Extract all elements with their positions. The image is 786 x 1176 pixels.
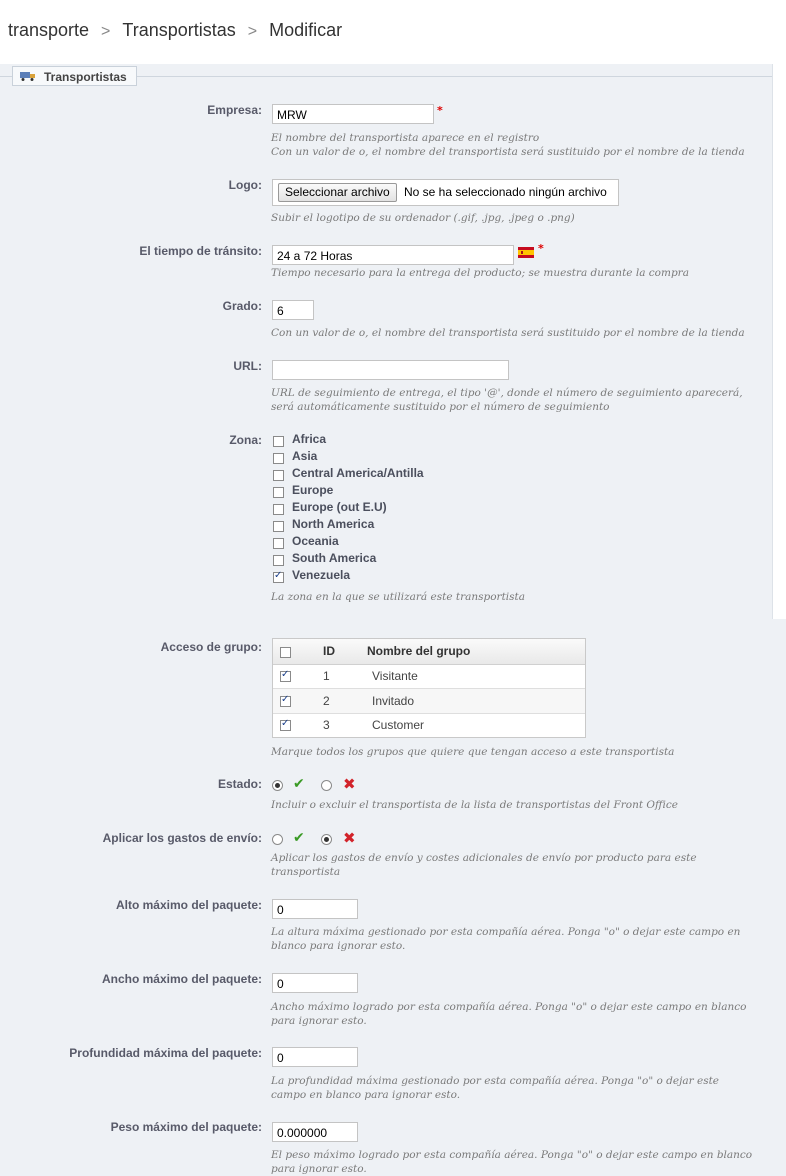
profundidad-input[interactable]: 0 [272,1047,358,1067]
zone-checkbox-europe[interactable] [273,487,284,498]
table-row [273,713,585,737]
group-id: 3 [323,718,330,732]
gastos-no-radio[interactable] [321,834,332,845]
estado-label: Estado: [217,777,262,791]
cross-icon: ✖ [343,775,356,793]
url-label: URL: [233,359,262,373]
transit-label: El tiempo de tránsito: [139,244,262,258]
table-row [273,689,585,714]
zone-checkbox-africa[interactable] [273,436,284,447]
grado-label: Grado: [222,299,262,313]
zone-label-africa: Africa [292,432,327,446]
gastos-label: Aplicar los gastos de envío: [102,831,262,845]
transit-hint: Tiempo necesario para la entrega del producto; se muestra durante la compra [271,267,689,279]
check-icon: ✔ [293,776,305,792]
peso-input[interactable]: 0.000000 [272,1122,358,1142]
breadcrumb-item-modificar: Modificar [269,20,343,40]
zone-checkbox-oceania[interactable] [273,538,284,549]
peso-hint-2: para ignorar esto. [271,1163,367,1175]
grupo-label: Acceso de grupo: [160,640,262,654]
legend-title: Transportistas [44,70,127,84]
zona-label: Zona: [229,433,262,447]
empresa-hint-2: Con un valor de o, el nombre del transportista será sustituido por el nombre de la tienda [271,146,745,158]
transit-input[interactable]: 24 a 72 Horas [272,245,514,265]
table-header [273,639,585,665]
alto-label: Alto máximo del paquete: [115,898,262,912]
breadcrumb-separator-icon: > [101,23,111,40]
profundidad-label: Profundidad máxima del paquete: [69,1046,262,1060]
select-file-button[interactable]: Seleccionar archivo [278,183,397,202]
zona-hint: La zona en la que se utilizará este transportista [271,591,526,603]
table-row [273,664,585,689]
ancho-hint-1: Ancho máximo logrado por esta compañía aérea. Ponga "o" o dejar este campo en blanco [271,1001,747,1013]
group-checkbox-visitante[interactable] [280,671,291,682]
group-name: Visitante [372,669,418,683]
breadcrumb-item-transporte[interactable]: transporte [8,20,90,40]
fieldset-legend [12,66,137,86]
zone-checkbox-central-america[interactable] [273,470,284,481]
group-access-table [272,638,586,738]
group-name: Invitado [372,694,415,708]
zone-checkbox-north-america[interactable] [273,521,284,532]
zone-label-europe-out-eu: Europe (out E.U) [292,500,387,514]
empresa-label: Empresa: [207,103,262,117]
alto-hint-2: blanco para ignorar esto. [271,940,406,952]
breadcrumb-separator-icon: > [247,23,258,40]
select-all-checkbox[interactable] [280,647,291,658]
group-id: 2 [323,694,330,708]
estado-no-radio[interactable] [321,780,332,791]
empresa-hint-1: El nombre del transportista aparece en el registro [271,132,540,144]
gastos-yes-radio[interactable] [272,834,283,845]
zone-label-asia: Asia [292,449,318,463]
profundidad-hint-1: La profundidad máxima gestionado por esta compañía aérea. Ponga "o" o dejar este [271,1075,720,1087]
peso-label: Peso máximo del paquete: [110,1120,262,1134]
zone-checkbox-venezuela[interactable] [273,572,284,583]
page-header [0,0,772,65]
check-icon: ✔ [293,830,305,846]
alto-hint-1: La altura máxima gestionado por esta compañía aérea. Ponga "o" o dejar este campo en [271,926,741,938]
zone-label-oceania: Oceania [292,534,339,548]
grado-hint: Con un valor de o, el nombre del transportista será sustituido por el nombre de la tienda [271,327,745,339]
breadcrumb [8,20,342,41]
cross-icon: ✖ [343,829,356,847]
gastos-hint-2: transportista [271,866,341,878]
url-input[interactable] [272,360,509,380]
alto-input[interactable]: 0 [272,899,358,919]
logo-label: Logo: [228,178,262,192]
logo-hint: Subir el logotipo de su ordenador (.gif, .jpg, .jpeg o .png) [271,212,575,224]
group-checkbox-customer[interactable] [280,720,291,731]
group-name: Customer [372,718,425,732]
logo-file-input[interactable] [272,179,619,206]
estado-hint: Incluir o excluir el transportista de la lista de transportistas del Front Office [271,799,678,811]
group-checkbox-invitado[interactable] [280,696,291,707]
column-header-name: Nombre del grupo [367,644,471,658]
transit-required-mark: * [538,242,544,255]
zone-checkbox-asia[interactable] [273,453,284,464]
grado-input[interactable]: 6 [272,300,314,320]
empresa-input[interactable]: MRW [272,104,434,124]
breadcrumb-item-transportistas[interactable]: Transportistas [122,20,236,40]
zone-checkbox-south-america[interactable] [273,555,284,566]
url-hint-2: será automáticamente sustituido por el número de seguimiento [271,401,610,413]
zone-label-north-america: North America [292,517,375,531]
group-id: 1 [323,669,330,683]
estado-yes-radio[interactable] [272,780,283,791]
column-header-id: ID [323,644,335,658]
grupo-hint: Marque todos los grupos que quiere que tengan acceso a este transportista [271,746,675,758]
url-hint-1: URL de seguimiento de entrega, el tipo '@', donde el número de seguimiento aparecerá, [271,387,743,399]
gastos-hint-1: Aplicar los gastos de envío y costes adicionales de envío por producto para este [271,852,697,864]
zone-label-south-america: South America [292,551,377,565]
empresa-required-mark: * [437,104,443,117]
ancho-hint-2: para ignorar esto. [271,1015,367,1027]
truck-icon [20,71,36,81]
zone-label-venezuela: Venezuela [292,568,351,582]
profundidad-hint-2: campo en blanco para ignorar esto. [271,1089,461,1101]
ancho-input[interactable]: 0 [272,973,358,993]
zone-checkbox-europe-out-eu[interactable] [273,504,284,515]
peso-hint-1: El peso máximo logrado por esta compañía aérea. Ponga "o" o dejar este campo en blanco [271,1149,753,1161]
zone-label-europe: Europe [292,483,334,497]
spain-flag-icon[interactable] [518,247,534,258]
ancho-label: Ancho máximo del paquete: [101,972,262,986]
zone-label-central-america: Central America/Antilla [292,466,424,480]
file-status-text: No se ha seleccionado ningún archivo [404,185,607,199]
